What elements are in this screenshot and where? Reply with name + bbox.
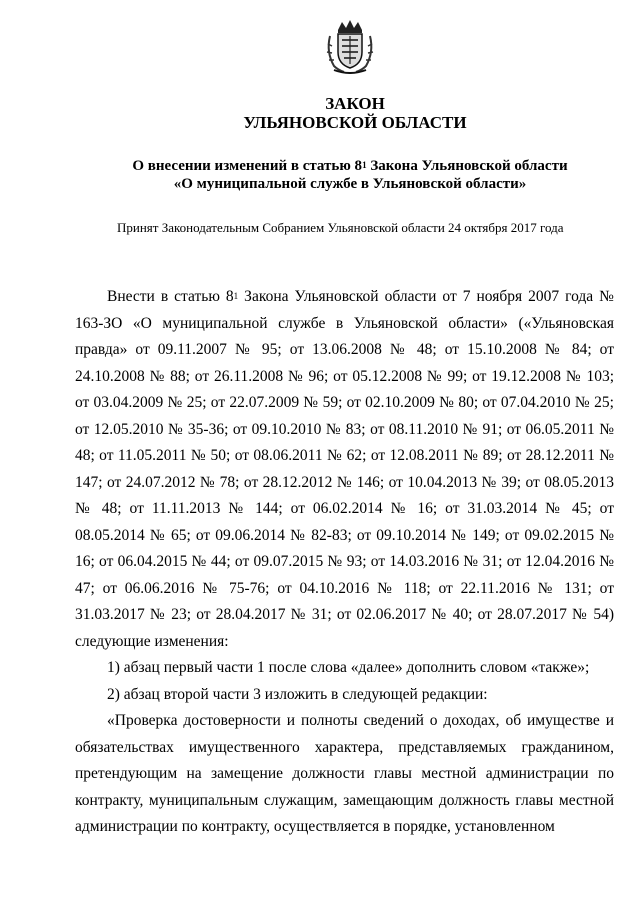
para-superscript: 1 [233, 291, 239, 301]
paragraph-main [75, 284, 614, 655]
law-subtitle-line2: «О муниципальной службе в Ульяновской области» [173, 176, 527, 192]
coat-of-arms-icon [324, 18, 376, 74]
para-text-b: Закона Ульяновской области от 7 ноября 2007 года № 163-ЗО «О муниципальной службе в Ульяновской области» («Ульяновская правда» от 09.11.2007 № 95; от 13.06.2008 № 48; от 15.10.2008 № 84; от 24.10.2008 № 88; от 26.11.2008 № 96; от 05.12.2008 № 99; от 19.12.2008 № 103; от 03.04.2009 № 25; от 22.07.2009 № 59; от 02.10.2009 № 80; от 07.04.2010 № 25; от 12.05.2010 № 35-36; от 09.10.2010 № 83; от 08.11.2010 № 91; от 06.05.2011 № 48; от 11.05.2011 № 50; от 08.06.2011 № 62; от 12.08.2011 № 89; от 28.12.2011 № 147; от 24.07.2012 № 78; от 28.12.2012 № 146; от 10.04.2013 № 39; от 08.05.2013 № 48; от 11.11.2013 № 144; от 06.02.2014 № 16; от 31.03.2014 № 45; от 08.05.2014 № 65; от 09.06.2014 № 82-83; от 09.10.2014 № 149; от 09.02.2015 № 16; от 06.04.2015 № 44; от 09.07.2015 № 93; от 14.03.2016 № 31; от 12.04.2016 № 47; от 06.06.2016 № 75-76; от 04.10.2016 № 118; от 22.11.2016 № 131; от 31.03.2017 № 23; от 28.04.2017 № 31; от 02.06.2017 № 40; от 28.07.2017 № 54) следующие изменения: [75, 288, 614, 650]
paragraph-quote: «Проверка достоверности и полноты сведений о доходах, об имуществе и обязательствах имущественного характера, представляемых гражданином, претендующим на замещение должности главы местной администрации по контракту, муниципальным служащим, замещающим должность главы местной администрации по контракту, осуществляется в порядке, установленном [75, 712, 614, 835]
document-title-line1: ЗАКОН [325, 94, 385, 113]
list-item-2: 2) абзац второй части 3 изложить в следующей редакции: [107, 685, 488, 703]
subtitle-superscript: 1 [362, 160, 367, 170]
document-body [75, 284, 614, 841]
document-title-line2: УЛЬЯНОВСКОЙ ОБЛАСТИ [243, 113, 467, 132]
adoption-note: Принят Законодательным Собранием Ульяновской области 24 октября 2017 года [117, 220, 564, 235]
subtitle-text-a: О внесении изменений в статью 8 [132, 158, 363, 174]
subtitle-text-b: Закона Ульяновской области [366, 158, 568, 174]
para-text-a: Внести в статью 8 [107, 288, 234, 305]
law-subtitle-line1 [0, 158, 640, 175]
list-item-1: 1) абзац первый части 1 после слова «далее» дополнить словом «также»; [107, 659, 590, 676]
